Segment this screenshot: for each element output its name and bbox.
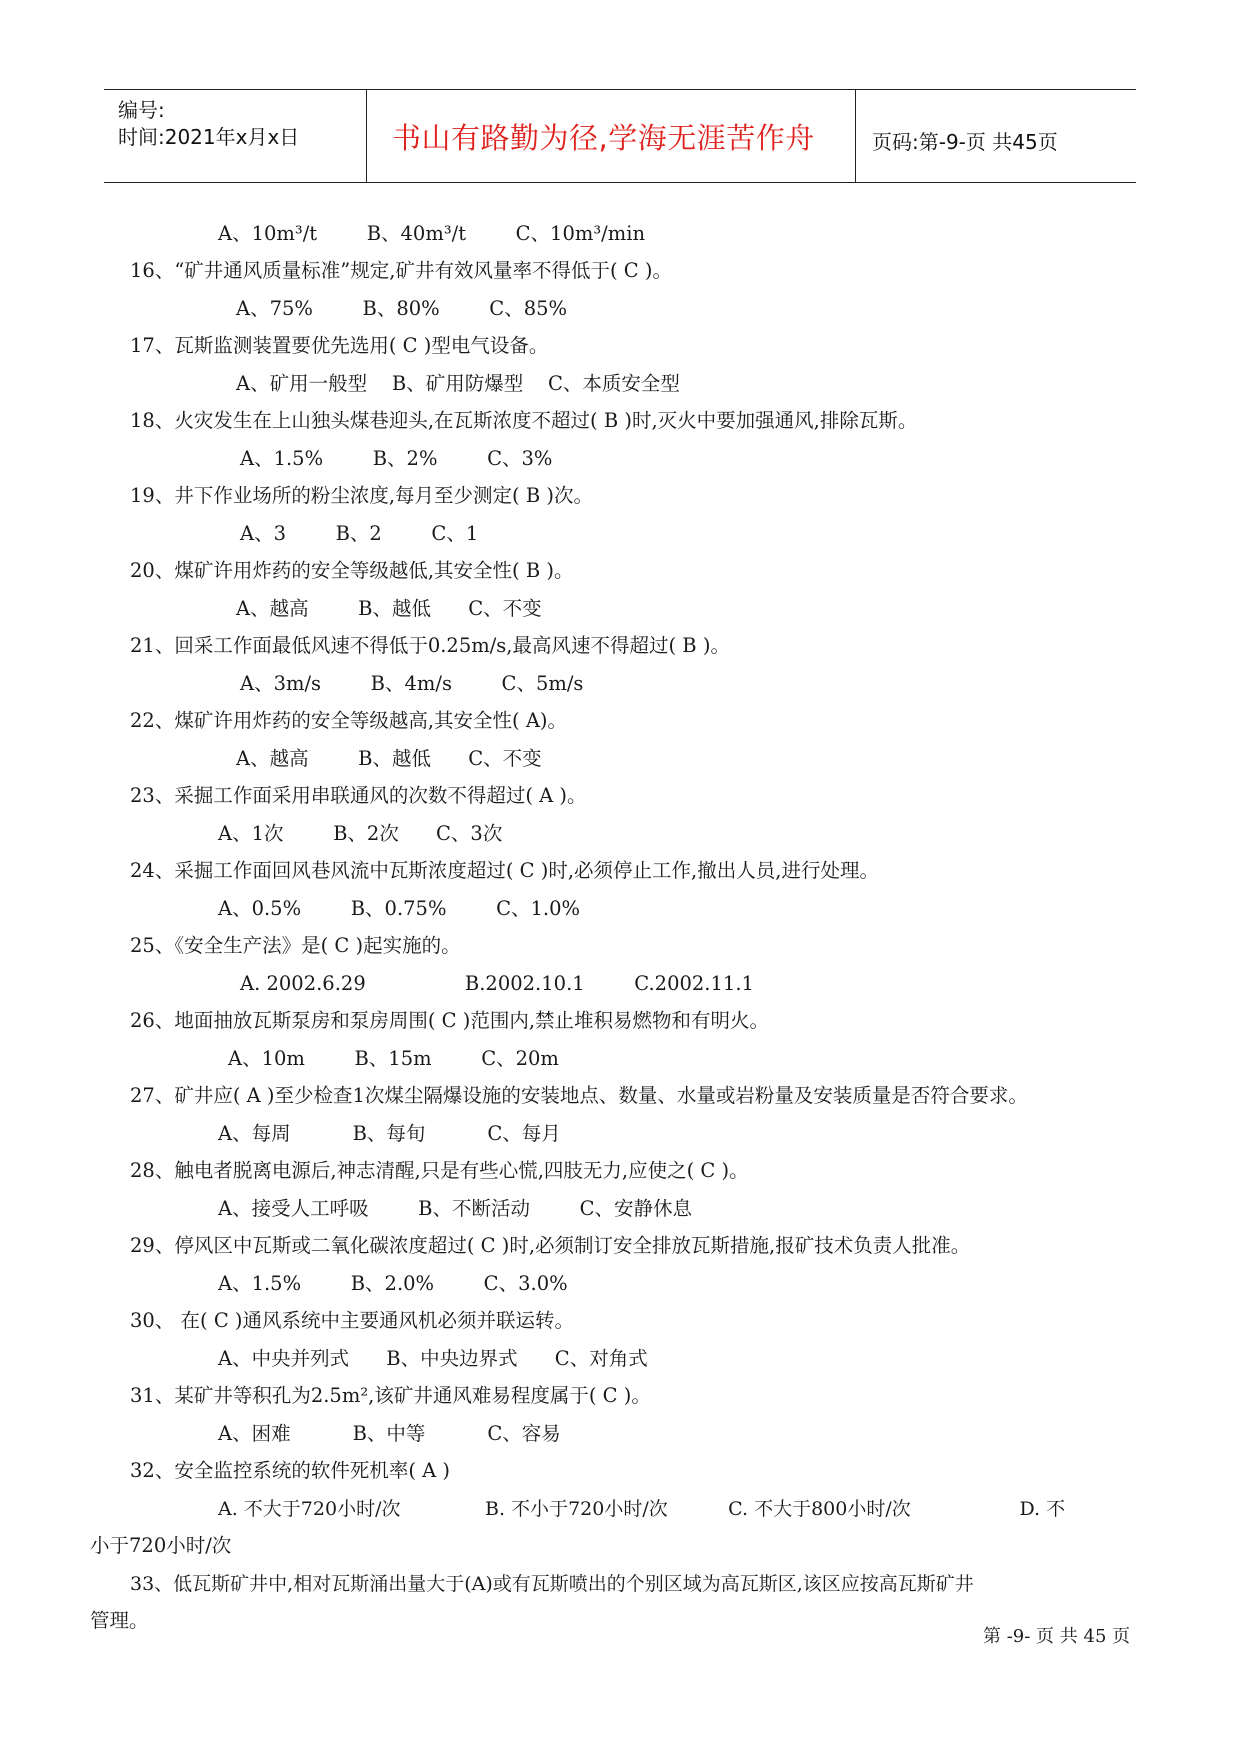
options-21: A、3m/s B、4m/s C、5m/s <box>240 672 584 695</box>
question-24: 24、采掘工作面回风巷风流中瓦斯浓度超过( C )时,必须停止工作,撤出人员,进行处理。 <box>130 859 879 882</box>
options-27: A、每周 B、每旬 C、每月 <box>218 1122 561 1145</box>
options-32: A. 不大于720小时/次 B. 不小于720小时/次 C. 不大于800小时/次 D. 不 <box>218 1498 1066 1520</box>
options-30: A、中央并列式 B、中央边界式 C、对角式 <box>218 1347 648 1370</box>
header-motto: 书山有路勤为径,学海无涯苦作舟 <box>392 121 815 155</box>
question-31: 31、某矿井等积孔为2.5m²,该矿井通风难易程度属于( C )。 <box>130 1384 651 1407</box>
options-17: A、矿用一般型 B、矿用防爆型 C、本质安全型 <box>236 372 680 395</box>
header-bottom-rule <box>104 182 1136 183</box>
question-23: 23、采掘工作面采用串联通风的次数不得超过( A )。 <box>130 784 587 807</box>
question-27: 27、矿井应( A )至少检查1次煤尘隔爆设施的安装地点、数量、水量或岩粉量及安装质量是否符合要求。 <box>130 1084 1028 1107</box>
options-18: A、1.5% B、2% C、3% <box>240 447 553 470</box>
question-28: 28、触电者脱离电源后,神志清醒,只是有些心慌,四肢无力,应使之( C )。 <box>130 1159 749 1182</box>
options-26: A、10m B、15m C、20m <box>228 1047 559 1070</box>
options-28: A、接受人工呼吸 B、不断活动 C、安静休息 <box>218 1197 693 1220</box>
question-26: 26、地面抽放瓦斯泵房和泵房周围( C )范围内,禁止堆积易燃物和有明火。 <box>130 1009 770 1032</box>
options-32-continued: 小于720小时/次 <box>90 1534 232 1557</box>
options-29: A、1.5% B、2.0% C、3.0% <box>218 1272 568 1295</box>
options-16: A、75% B、80% C、85% <box>236 297 568 320</box>
options-20: A、越高 B、越低 C、不变 <box>236 597 542 620</box>
question-30: 30、 在( C )通风系统中主要通风机必须并联运转。 <box>130 1309 575 1332</box>
question-29: 29、停风区中瓦斯或二氧化碳浓度超过( C )时,必须制订安全排放瓦斯措施,报矿技术负责人批准。 <box>130 1234 971 1257</box>
header-divider-left <box>366 90 367 182</box>
question-21: 21、回采工作面最低风速不得低于0.25m/s,最高风速不得超过( B )。 <box>130 634 730 657</box>
header-divider-right <box>855 90 856 182</box>
options-22: A、越高 B、越低 C、不变 <box>236 747 542 770</box>
options-15: A、10m³/t B、40m³/t C、10m³/min <box>218 222 646 245</box>
question-33-continued: 管理。 <box>90 1609 149 1632</box>
page-footer: 第 -9- 页 共 45 页 <box>983 1626 1131 1647</box>
options-31: A、困难 B、中等 C、容易 <box>218 1422 561 1445</box>
options-24: A、0.5% B、0.75% C、1.0% <box>218 897 581 920</box>
question-19: 19、井下作业场所的粉尘浓度,每月至少测定( B )次。 <box>130 484 593 507</box>
header-top-rule <box>104 89 1136 90</box>
options-19: A、3 B、2 C、1 <box>240 522 479 545</box>
options-25: A. 2002.6.29 B.2002.10.1 C.2002.11.1 <box>240 972 754 995</box>
question-17: 17、瓦斯监测装置要优先选用( C )型电气设备。 <box>130 334 549 357</box>
doc-number-label: 编号: <box>118 98 165 122</box>
question-25: 25、《安全生产法》是( C )起实施的。 <box>130 934 461 957</box>
question-32: 32、安全监控系统的软件死机率( A ) <box>130 1459 451 1482</box>
doc-time-label: 时间:2021年x月x日 <box>118 125 300 149</box>
question-16: 16、“矿井通风质量标准”规定,矿井有效风量率不得低于( C )。 <box>130 259 672 282</box>
question-22: 22、煤矿许用炸药的安全等级越高,其安全性( A)。 <box>130 709 568 732</box>
question-18: 18、火灾发生在上山独头煤巷迎头,在瓦斯浓度不超过( B )时,灭火中要加强通风,排除瓦斯。 <box>130 409 918 432</box>
question-33: 33、低瓦斯矿井中,相对瓦斯涌出量大于(A)或有瓦斯喷出的个别区域为高瓦斯区,该区应按高瓦斯矿井 <box>130 1573 974 1595</box>
header-page-label: 页码:第-9-页 共45页 <box>872 130 1058 154</box>
question-20: 20、煤矿许用炸药的安全等级越低,其安全性( B )。 <box>130 559 574 582</box>
options-23: A、1次 B、2次 C、3次 <box>218 822 503 845</box>
